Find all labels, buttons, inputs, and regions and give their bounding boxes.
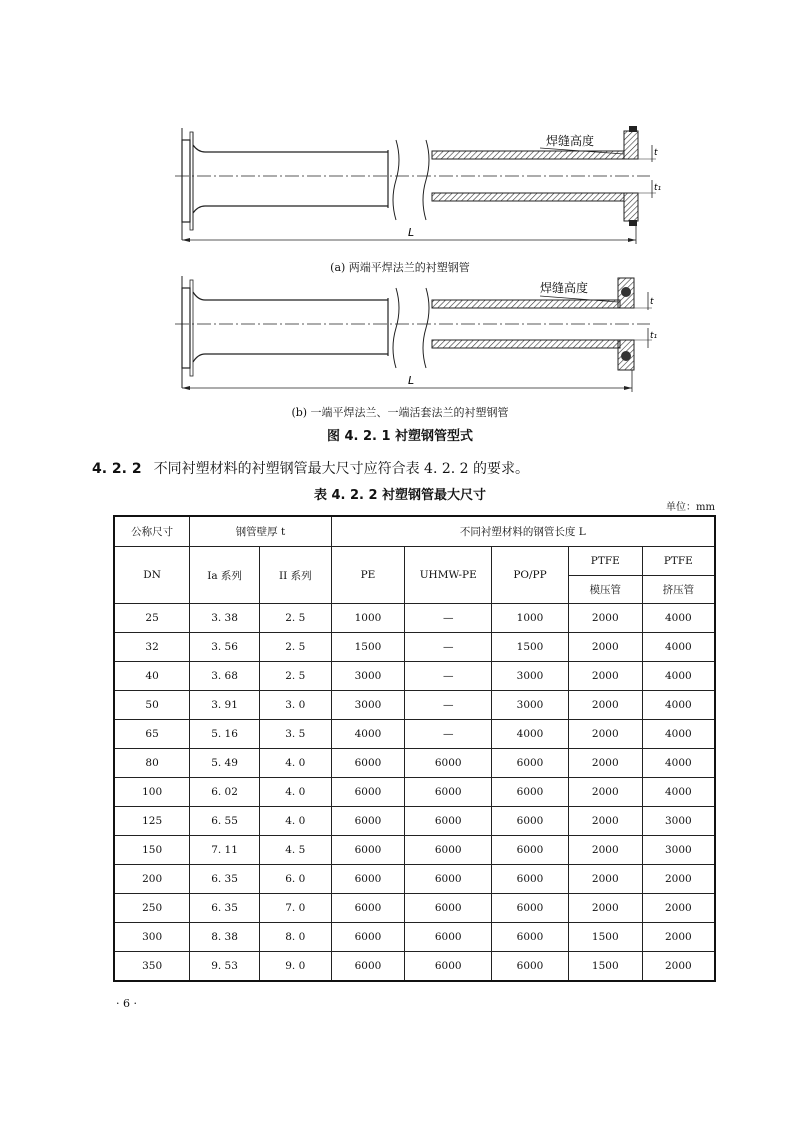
table-cell: 6. 35 [190, 865, 260, 894]
table-cell: 2000 [568, 836, 642, 865]
figure-a-weld-label: 焊缝高度 [546, 134, 595, 148]
table-cell: 2000 [642, 923, 715, 952]
table-row [114, 720, 715, 749]
header-nominal-size: 公称尺寸 [114, 516, 190, 547]
table-cell: 1500 [568, 923, 642, 952]
table-cell: 1500 [492, 633, 569, 662]
table-cell: 1500 [331, 633, 405, 662]
table-cell: 250 [114, 894, 190, 923]
header-ptfe-extruded: 挤压管 [642, 575, 715, 604]
table-cell: 25 [114, 604, 190, 633]
header-series-ii: II 系列 [259, 547, 331, 604]
table-cell: 125 [114, 807, 190, 836]
table-cell: 4000 [642, 720, 715, 749]
figure-a-drawing [0, 0, 800, 260]
lining-bottom [432, 193, 624, 201]
table-cell: 2000 [568, 807, 642, 836]
table-cell: 6000 [492, 836, 569, 865]
table-cell: 6000 [405, 778, 492, 807]
table-cell: 80 [114, 749, 190, 778]
figure-b-t1-label: t₁ [650, 331, 658, 341]
clause-text: 不同衬塑材料的衬塑钢管最大尺寸应符合表 4. 2. 2 的要求。 [153, 461, 530, 477]
table-cell: 6000 [405, 894, 492, 923]
table-cell: 40 [114, 662, 190, 691]
table-row [114, 662, 715, 691]
table-cell: 3. 56 [190, 633, 260, 662]
table-cell: 6. 35 [190, 894, 260, 923]
table-cell: 1000 [492, 604, 569, 633]
table-cell: 6000 [492, 749, 569, 778]
table-cell: 2. 5 [259, 662, 331, 691]
table-cell: 3000 [642, 836, 715, 865]
table-cell: 2000 [642, 952, 715, 982]
table-cell: 4. 5 [259, 836, 331, 865]
table-row [114, 807, 715, 836]
table-cell: 3000 [331, 691, 405, 720]
table-cell: 1000 [331, 604, 405, 633]
table-cell: 3. 38 [190, 604, 260, 633]
header-ptfe-molded: 模压管 [568, 575, 642, 604]
figure-a-t-label: t [654, 148, 658, 158]
table-cell: 2000 [568, 894, 642, 923]
table-cell: 2000 [568, 604, 642, 633]
table-cell: 8. 38 [190, 923, 260, 952]
table-cell: 3000 [492, 691, 569, 720]
table-cell: 6000 [331, 836, 405, 865]
table-cell: 4. 0 [259, 807, 331, 836]
table-title: 表 4. 2. 2 衬塑钢管最大尺寸 [313, 488, 487, 503]
table-cell: 2000 [642, 894, 715, 923]
right-flange-top [624, 131, 638, 159]
table-cell: 2000 [568, 633, 642, 662]
table-cell: 6000 [492, 778, 569, 807]
table-cell: 6000 [331, 923, 405, 952]
table-cell: 4000 [642, 778, 715, 807]
header-po-pp: PO/PP [492, 547, 569, 604]
table-cell: — [405, 662, 492, 691]
table-body [114, 604, 715, 982]
table-cell: 150 [114, 836, 190, 865]
header-series-ia: Ia 系列 [190, 547, 260, 604]
figure-title: 图 4. 2. 1 衬塑钢管型式 [326, 429, 474, 444]
header-ptfe-2: PTFE [642, 547, 715, 576]
table-cell: 6000 [405, 923, 492, 952]
table-cell: 2000 [568, 778, 642, 807]
figure-b-drawing [0, 270, 800, 400]
table-cell: 3000 [331, 662, 405, 691]
table-cell: 3. 5 [259, 720, 331, 749]
table-row [114, 865, 715, 894]
max-size-table [113, 515, 716, 982]
table-cell: 6. 0 [259, 865, 331, 894]
table-cell: — [405, 691, 492, 720]
table-row [114, 836, 715, 865]
table-cell: 2000 [568, 865, 642, 894]
header-wall-thickness: 钢管壁厚 t [190, 516, 331, 547]
table-cell: 6000 [492, 865, 569, 894]
table-unit: 单位：mm [666, 502, 715, 513]
table-cell: 8. 0 [259, 923, 331, 952]
table-cell: 50 [114, 691, 190, 720]
table-cell: 4000 [492, 720, 569, 749]
table-cell: 2. 5 [259, 633, 331, 662]
header-length-group: 不同衬塑材料的钢管长度 L [331, 516, 715, 547]
table-cell: 5. 16 [190, 720, 260, 749]
table-cell: 3000 [492, 662, 569, 691]
table-cell: 6000 [492, 952, 569, 982]
table-cell: 6000 [405, 952, 492, 982]
header-ptfe-1: PTFE [568, 547, 642, 576]
figure-b-t-label: t [650, 297, 654, 307]
table-cell: 3. 0 [259, 691, 331, 720]
left-flange-outer [182, 140, 190, 222]
table-cell: 2000 [568, 720, 642, 749]
table-cell: 3000 [642, 807, 715, 836]
table-cell: — [405, 604, 492, 633]
table-cell: 6000 [331, 778, 405, 807]
table-cell: 2000 [568, 662, 642, 691]
figure-b-weld-label: 焊缝高度 [540, 281, 589, 295]
table-cell: 4000 [642, 749, 715, 778]
table-cell: 200 [114, 865, 190, 894]
figure-b-caption: (b) 一端平焊法兰、一端活套法兰的衬塑钢管 [291, 406, 509, 419]
figure-b-length-label: L [408, 374, 415, 387]
table-cell: — [405, 633, 492, 662]
table-cell: 6000 [492, 807, 569, 836]
table-cell: 7. 0 [259, 894, 331, 923]
table-cell: 2000 [568, 749, 642, 778]
table-cell: 300 [114, 923, 190, 952]
table-cell: 9. 0 [259, 952, 331, 982]
header-pe: PE [331, 547, 405, 604]
table-cell: 6000 [405, 749, 492, 778]
table-cell: 4000 [642, 633, 715, 662]
table-cell: 9. 53 [190, 952, 260, 982]
figure-a-t1-label: t₁ [654, 183, 662, 193]
table-cell: 7. 11 [190, 836, 260, 865]
table-cell: 6. 02 [190, 778, 260, 807]
right-flange-bottom [624, 193, 638, 221]
table-cell: 3. 91 [190, 691, 260, 720]
table-cell: 6000 [331, 894, 405, 923]
table-row [114, 923, 715, 952]
table-cell: 2000 [568, 691, 642, 720]
table-cell: 4000 [642, 662, 715, 691]
clause-number: 4. 2. 2 [92, 461, 142, 477]
table-cell: 5. 49 [190, 749, 260, 778]
table-cell: 6000 [331, 749, 405, 778]
table-cell: 6000 [492, 923, 569, 952]
clause-4-2-2 [92, 458, 529, 478]
table-row [114, 691, 715, 720]
table-cell: 32 [114, 633, 190, 662]
table-cell: 350 [114, 952, 190, 982]
table-row [114, 633, 715, 662]
table-cell: 1500 [568, 952, 642, 982]
table-cell: 6000 [405, 836, 492, 865]
header-uhmw-pe: UHMW-PE [405, 547, 492, 604]
figure-a-caption: (a) 两端平焊法兰的衬塑钢管 [330, 261, 470, 274]
table-cell: 4. 0 [259, 778, 331, 807]
table-cell: 4. 0 [259, 749, 331, 778]
table-cell: 6000 [331, 807, 405, 836]
table-cell: 6. 55 [190, 807, 260, 836]
table-cell: 6000 [405, 807, 492, 836]
table-cell: — [405, 720, 492, 749]
table-cell: 65 [114, 720, 190, 749]
table-cell: 3. 68 [190, 662, 260, 691]
page-number: · 6 · [116, 997, 137, 1010]
table-row [114, 894, 715, 923]
table-row [114, 604, 715, 633]
figure-a-length-label: L [408, 226, 415, 239]
table-cell: 6000 [492, 894, 569, 923]
table-row [114, 749, 715, 778]
table-cell: 4000 [642, 604, 715, 633]
header-dn: DN [114, 547, 190, 604]
table-cell: 4000 [331, 720, 405, 749]
table-cell: 2. 5 [259, 604, 331, 633]
table-row [114, 778, 715, 807]
table-cell: 4000 [642, 691, 715, 720]
table-row [114, 952, 715, 982]
table-cell: 100 [114, 778, 190, 807]
table-cell: 6000 [405, 865, 492, 894]
table-cell: 6000 [331, 952, 405, 982]
table-cell: 2000 [642, 865, 715, 894]
table-cell: 6000 [331, 865, 405, 894]
